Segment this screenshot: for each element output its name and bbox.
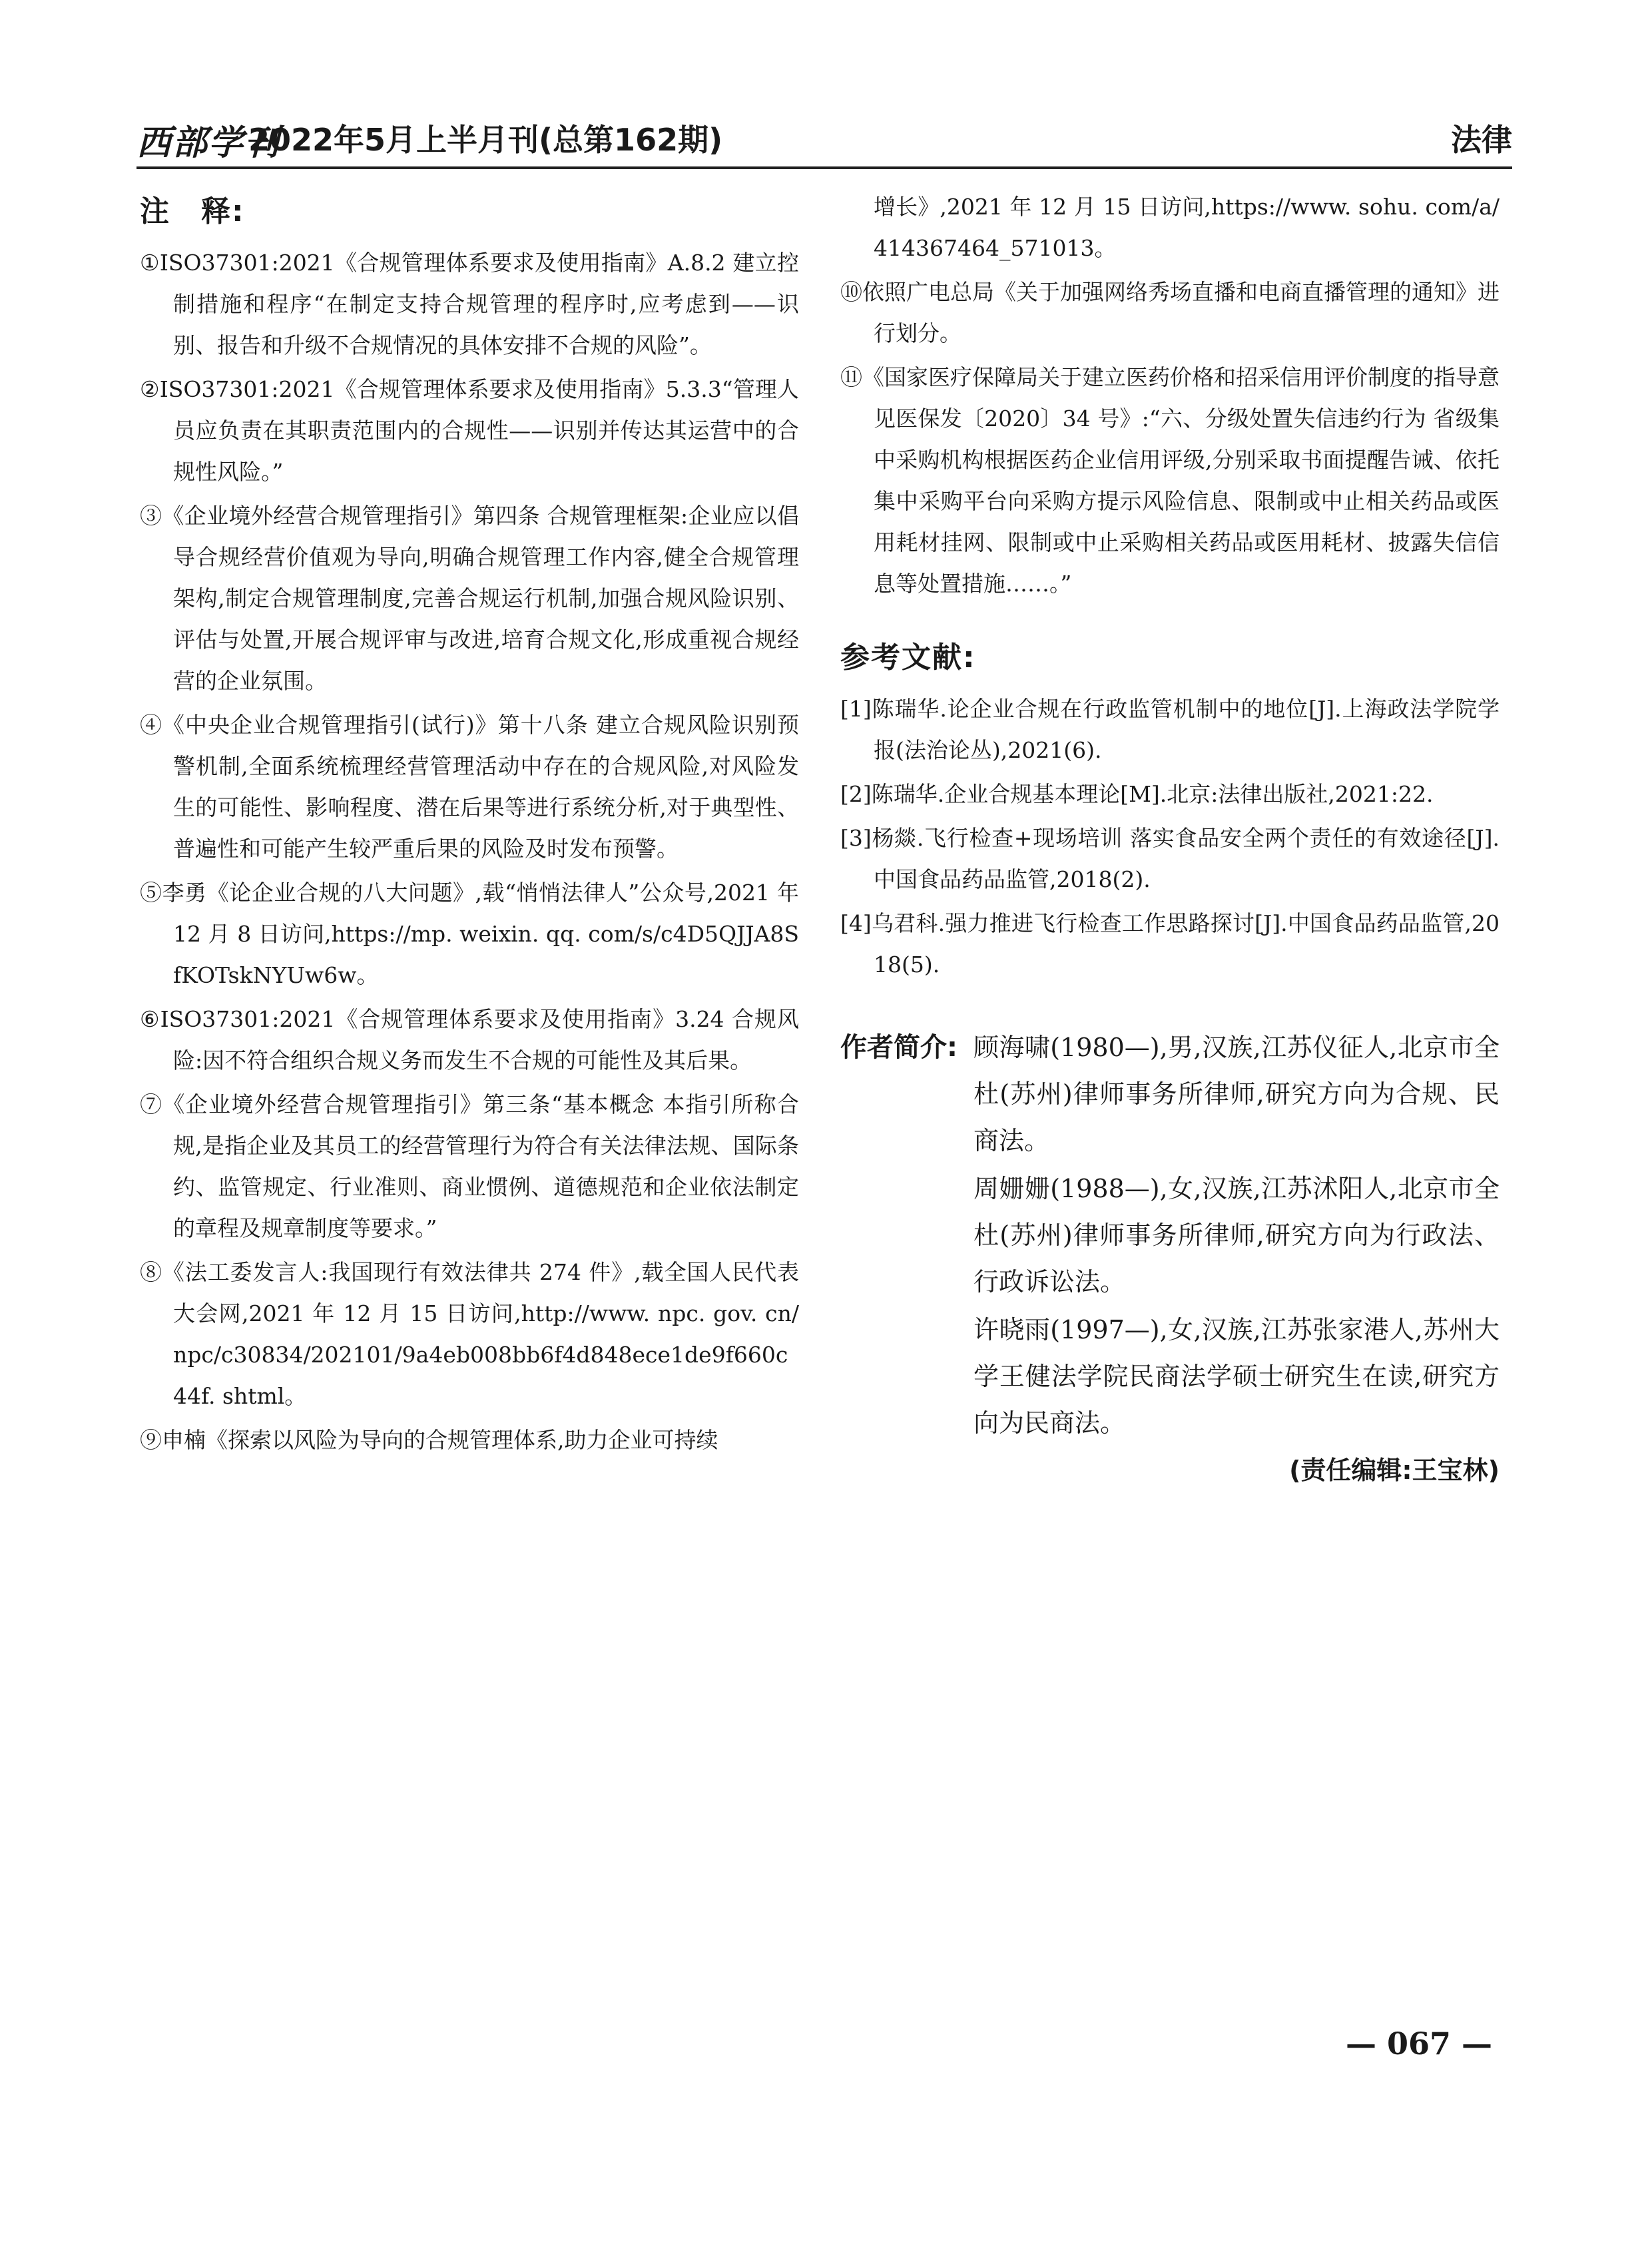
left-column bbox=[140, 186, 799, 1464]
right-column bbox=[840, 186, 1500, 1490]
author-1: 顾海啸(1980—),男,汉族,江苏仪征人,北京市全杜(苏州)律师事务所律师,研究方向为合规、民商法。 bbox=[973, 1033, 1500, 1155]
issue-info: 2022年5月上半月刊(总第162期) bbox=[248, 122, 723, 158]
references-title: 参考文献: bbox=[840, 641, 976, 675]
note-5: ⑤李勇《论企业合规的八大问题》,载“悄悄法律人”公众号,2021 年 12 月 8 日访问,https://mp. weixin. qq. com/s/c4D5QJJA8SfKOTskNYUw6w。 bbox=[140, 880, 799, 988]
section-name: 法律 bbox=[1451, 122, 1512, 158]
note-10: ⑩依照广电总局《关于加强网络秀场直播和电商直播管理的通知》进行划分。 bbox=[840, 279, 1500, 346]
author-2: 周姗姗(1988—),女,汉族,江苏沭阳人,北京市全杜(苏州)律师事务所律师,研究方向为行政法、行政诉讼法。 bbox=[973, 1174, 1500, 1296]
note-4: ④《中央企业合规管理指引(试行)》第十八条 建立合规风险识别预警机制,全面系统梳理经营管理活动中存在的合规风险,对风险发生的可能性、影响程度、潜在后果等进行系统分析,对于典型性、普遍性和可能产生较严重后果的风险及时发布预警。 bbox=[140, 712, 799, 862]
author-list bbox=[973, 1024, 1500, 1446]
note-6: ⑥ISO37301:2021《合规管理体系要求及使用指南》3.24 合规风险:因不符合组织合规义务而发生不合规的可能性及其后果。 bbox=[140, 1006, 799, 1073]
reference-2: [2]陈瑞华.企业合规基本理论[M].北京:法律出版社,2021:22. bbox=[840, 781, 1434, 807]
note-8: ⑧《法工委发言人:我国现行有效法律共 274 件》,载全国人民代表大会网,2021 年 12 月 15 日访问,http://www. npc. gov. cn/npc/c30834/202101/9a4eb008bb6f4d848ece1de9f660c44f. shtml。 bbox=[140, 1259, 799, 1409]
reference-3: [3]杨燚.飞行检查+现场培训 落实食品安全两个责任的有效途径[J].中国食品药品监管,2018(2). bbox=[840, 825, 1500, 892]
reference-4: [4]乌君科.强力推进飞行检查工作思路探讨[J].中国食品药品监管,2018(5). bbox=[840, 910, 1500, 978]
author-label: 作者简介: bbox=[840, 1032, 958, 1063]
note-1: ①ISO37301:2021《合规管理体系要求及使用指南》A.8.2 建立控制措施和程序“在制定支持合规管理的程序时,应考虑到——识别、报告和升级不合规情况的具体安排不合规的风险”。 bbox=[140, 250, 799, 358]
responsible-editor: (责任编辑:王宝林) bbox=[1289, 1456, 1500, 1485]
note-11: ⑪《国家医疗保障局关于建立医药价格和招采信用评价制度的指导意见医保发〔2020〕34 号》:“六、分级处置失信违约行为 省级集中采购机构根据医药企业信用评级,分别采取书面提醒告诫、依托集中采购平台向采购方提示风险信息、限制或中止相关药品或医用耗材挂网、限制或中止采购相关药品或医用耗材、披露失信信息等处置措施……。” bbox=[840, 364, 1500, 597]
journal-logo: 西部学刊 bbox=[137, 123, 281, 163]
notes-title: 注 释: bbox=[140, 194, 245, 228]
note-9: ⑨申楠《探索以风险为导向的合规管理体系,助力企业可持续 bbox=[140, 1427, 718, 1453]
note-9-continued: 增长》,2021 年 12 月 15 日访问,https://www. sohu. com/a/414367464_571013。 bbox=[874, 194, 1500, 261]
author-profile bbox=[840, 1024, 1500, 1490]
note-7: ⑦《企业境外经营合规管理指引》第三条“基本概念 本指引所称合规,是指企业及其员工的经营管理行为符合有关法律法规、国际条约、监管规定、行业准则、商业惯例、道德规范和企业依法制定的章程及规章制度等要求。” bbox=[140, 1091, 799, 1241]
page-header bbox=[137, 112, 1512, 165]
author-3: 许晓雨(1997—),女,汉族,江苏张家港人,苏州大学王健法学院民商法学硕士研究生在读,研究方向为民商法。 bbox=[973, 1315, 1500, 1438]
header-rule bbox=[137, 166, 1512, 169]
note-3: ③《企业境外经营合规管理指引》第四条 合规管理框架:企业应以倡导合规经营价值观为导向,明确合规管理工作内容,健全合规管理架构,制定合规管理制度,完善合规运行机制,加强合规风险识别、评估与处置,开展合规评审与改进,培育合规文化,形成重视合规经营的企业氛围。 bbox=[140, 503, 799, 694]
reference-1: [1]陈瑞华.论企业合规在行政监管机制中的地位[J].上海政法学院学报(法治论丛),2021(6). bbox=[840, 696, 1500, 763]
page-number: — 067 — bbox=[1345, 2026, 1492, 2062]
note-2: ②ISO37301:2021《合规管理体系要求及使用指南》5.3.3“管理人员应负责在其职责范围内的合规性——识别并传达其运营中的合规性风险。” bbox=[140, 376, 799, 485]
